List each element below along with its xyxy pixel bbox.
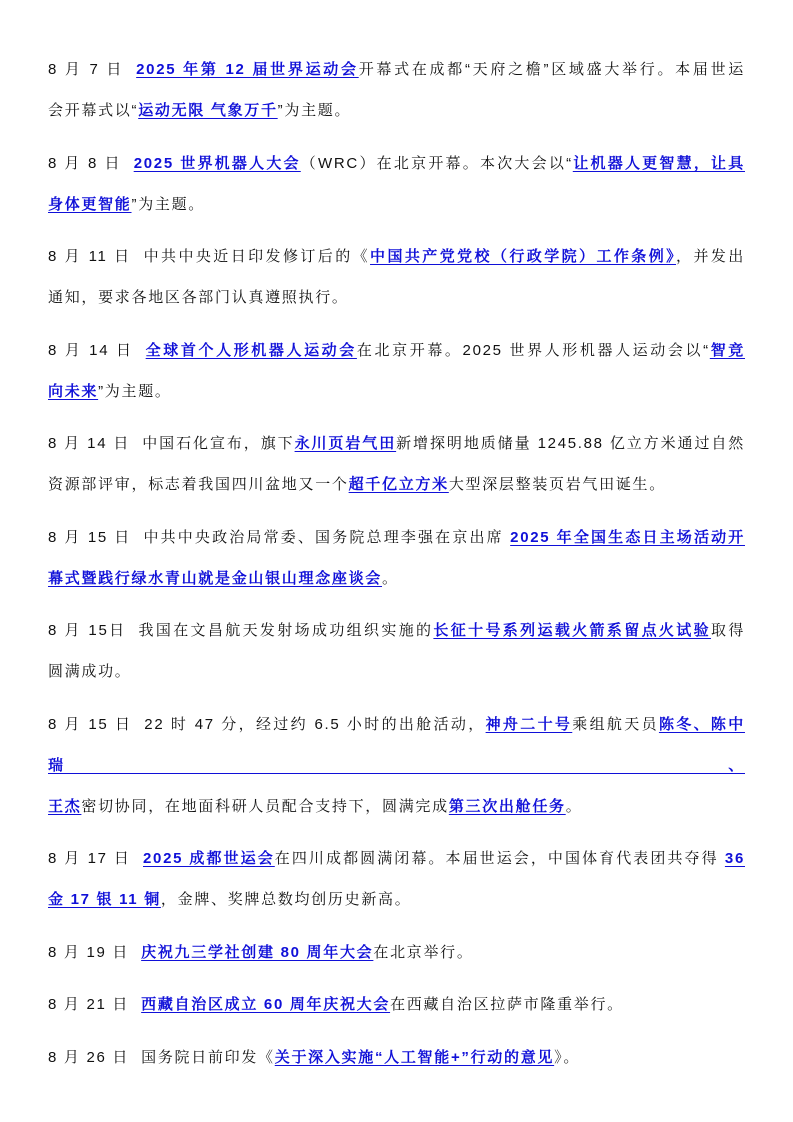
entry-link[interactable]: 中国共产党党校（行政学院）工作条例》 bbox=[370, 248, 677, 265]
entry-line bbox=[48, 984, 745, 1025]
entry-link[interactable]: 第三次出舱任务 bbox=[448, 797, 566, 815]
entry-line bbox=[48, 932, 745, 973]
entry-line bbox=[48, 277, 745, 318]
entry-text: 国务院日前印发《 bbox=[141, 1048, 275, 1066]
entry-text: 中共中央近日印发修订后的《 bbox=[143, 248, 371, 265]
entry-text: 在北京举行。 bbox=[373, 943, 474, 961]
entry-line bbox=[48, 1037, 745, 1078]
entry-date: 8 月 14 日 bbox=[48, 435, 131, 452]
entry-text: ”为主题。 bbox=[131, 195, 206, 213]
news-entry bbox=[48, 49, 745, 131]
entry-line bbox=[48, 558, 745, 599]
entry-text: ，金牌、奖牌总数均创历史新高。 bbox=[160, 891, 412, 908]
entry-link[interactable]: 2025 世界机器人大会 bbox=[133, 154, 301, 172]
news-entry bbox=[48, 1037, 745, 1078]
entry-line bbox=[48, 838, 745, 879]
news-entry bbox=[48, 838, 745, 920]
entry-text: 22 时 47 分，经过约 6.5 小时的出舱活动， bbox=[144, 715, 486, 733]
entry-line bbox=[48, 330, 745, 371]
entry-text: 资源部评审，标志着我国四川盆地又一个 bbox=[48, 476, 349, 493]
entry-text: （WRC）在北京开幕。本次大会以“ bbox=[300, 154, 573, 172]
entry-link[interactable]: 2025 年全国生态日主场活动开 bbox=[510, 528, 745, 546]
entry-text: ”为主题。 bbox=[98, 382, 172, 400]
document-page bbox=[48, 49, 745, 1089]
entry-text: 中共中央政治局常委、国务院总理李强在京出席 bbox=[143, 528, 511, 546]
entry-text: 。 bbox=[382, 569, 399, 587]
entry-link[interactable]: 全球首个人形机器人运动会 bbox=[145, 341, 357, 359]
entry-text: 。 bbox=[565, 797, 583, 815]
entry-line bbox=[48, 236, 745, 277]
entry-text: 中国石化宣布，旗下 bbox=[142, 435, 295, 452]
entry-link[interactable]: 运动无限 气象万千 bbox=[138, 102, 278, 119]
entry-line bbox=[48, 423, 745, 464]
news-entry bbox=[48, 984, 745, 1025]
entry-line bbox=[48, 786, 745, 827]
entry-text: 在四川成都圆满闭幕。本届世运会，中国体育代表团共夺得 bbox=[274, 850, 725, 867]
entry-line bbox=[48, 517, 745, 558]
entry-text: 大型深层整装页岩气田诞生。 bbox=[448, 476, 666, 493]
entry-link[interactable]: 永川页岩气田 bbox=[294, 435, 397, 452]
entry-link[interactable]: 幕式暨践行绿水青山就是金山银山理念座谈会 bbox=[48, 569, 383, 587]
entry-line bbox=[48, 464, 745, 505]
entry-link[interactable]: 向未来 bbox=[48, 382, 99, 400]
news-entry bbox=[48, 143, 745, 225]
entry-link[interactable]: 2025 年第 12 届世界运动会 bbox=[136, 61, 359, 78]
entry-line bbox=[48, 371, 745, 412]
news-entry bbox=[48, 704, 745, 827]
entry-date: 8 月 19 日 bbox=[48, 943, 130, 961]
news-entry bbox=[48, 610, 745, 692]
entry-link[interactable]: 王杰 bbox=[48, 797, 82, 815]
entry-text: 》。 bbox=[554, 1048, 581, 1066]
entry-line bbox=[48, 184, 745, 225]
entry-link[interactable]: 西藏自治区成立 60 周年庆祝大会 bbox=[141, 996, 391, 1013]
entry-line bbox=[48, 143, 745, 184]
news-entry bbox=[48, 932, 745, 973]
entry-date: 8 月 17 日 bbox=[48, 850, 131, 867]
entry-date: 8 月 21 日 bbox=[48, 996, 130, 1013]
entry-link[interactable]: 长征十号系列运载火箭系留点火试验 bbox=[433, 622, 711, 639]
entry-text: 乘组航天员 bbox=[572, 715, 659, 733]
entry-link[interactable]: 庆祝九三学社创建 80 周年大会 bbox=[141, 943, 374, 961]
entry-link[interactable]: 超千亿立方米 bbox=[348, 476, 449, 493]
entry-text: 会开幕式以“ bbox=[48, 102, 139, 119]
entry-line bbox=[48, 90, 745, 131]
entry-text: 圆满成功。 bbox=[48, 663, 132, 680]
entry-link[interactable]: 关于深入实施“人工智能+”行动的意见 bbox=[274, 1048, 555, 1066]
entry-line bbox=[48, 49, 745, 90]
entry-link[interactable]: 身体更智能 bbox=[48, 195, 132, 213]
entry-date: 8 月 15 日 bbox=[48, 715, 133, 733]
entry-line bbox=[48, 651, 745, 692]
news-entry bbox=[48, 236, 745, 318]
entry-text: 新增探明地质储量 1245.88 亿立方米通过自然 bbox=[396, 435, 745, 452]
entry-text: 密切协同，在地面科研人员配合支持下，圆满完成 bbox=[81, 797, 449, 815]
entry-text: ，并发出 bbox=[676, 248, 745, 265]
entry-text: 通知，要求各地区各部门认真遵照执行。 bbox=[48, 289, 349, 306]
entry-date: 8 月 8 日 bbox=[48, 154, 122, 172]
entry-line bbox=[48, 704, 745, 786]
entry-link[interactable]: 陈冬、陈中瑞、 bbox=[48, 715, 745, 774]
entry-date: 8 月 7 日 bbox=[48, 61, 125, 78]
entry-date: 8 月 11 日 bbox=[48, 248, 132, 265]
entry-date: 8 月 15 日 bbox=[48, 528, 132, 546]
entry-date: 8 月 26 日 bbox=[48, 1048, 130, 1066]
entry-date: 8 月 15日 bbox=[48, 622, 127, 639]
entry-line bbox=[48, 610, 745, 651]
entry-link[interactable]: 2025 成都世运会 bbox=[143, 850, 275, 867]
entry-text: 在西藏自治区拉萨市隆重举行。 bbox=[390, 996, 624, 1013]
entry-link[interactable]: 神舟二十号 bbox=[485, 715, 573, 733]
entry-link[interactable]: 让机器人更智慧，让具 bbox=[572, 154, 745, 172]
entry-text: 开幕式在成都“天府之檐”区域盛大举行。本届世运 bbox=[358, 61, 745, 78]
entry-date: 8 月 14 日 bbox=[48, 341, 134, 359]
entry-link[interactable]: 智竞 bbox=[709, 341, 746, 359]
news-entry bbox=[48, 517, 745, 599]
entry-text: 我国在文昌航天发射场成功组织实施的 bbox=[138, 622, 434, 639]
entry-link[interactable]: 金 17 银 11 铜 bbox=[48, 891, 161, 908]
news-entry bbox=[48, 330, 745, 412]
entry-line bbox=[48, 879, 745, 920]
news-entry bbox=[48, 423, 745, 505]
entry-text: 在北京开幕。2025 世界人形机器人运动会以“ bbox=[356, 341, 710, 359]
entry-text: ”为主题。 bbox=[277, 102, 352, 119]
entry-text: 取得 bbox=[710, 622, 746, 639]
entry-link[interactable]: 36 bbox=[724, 850, 745, 867]
